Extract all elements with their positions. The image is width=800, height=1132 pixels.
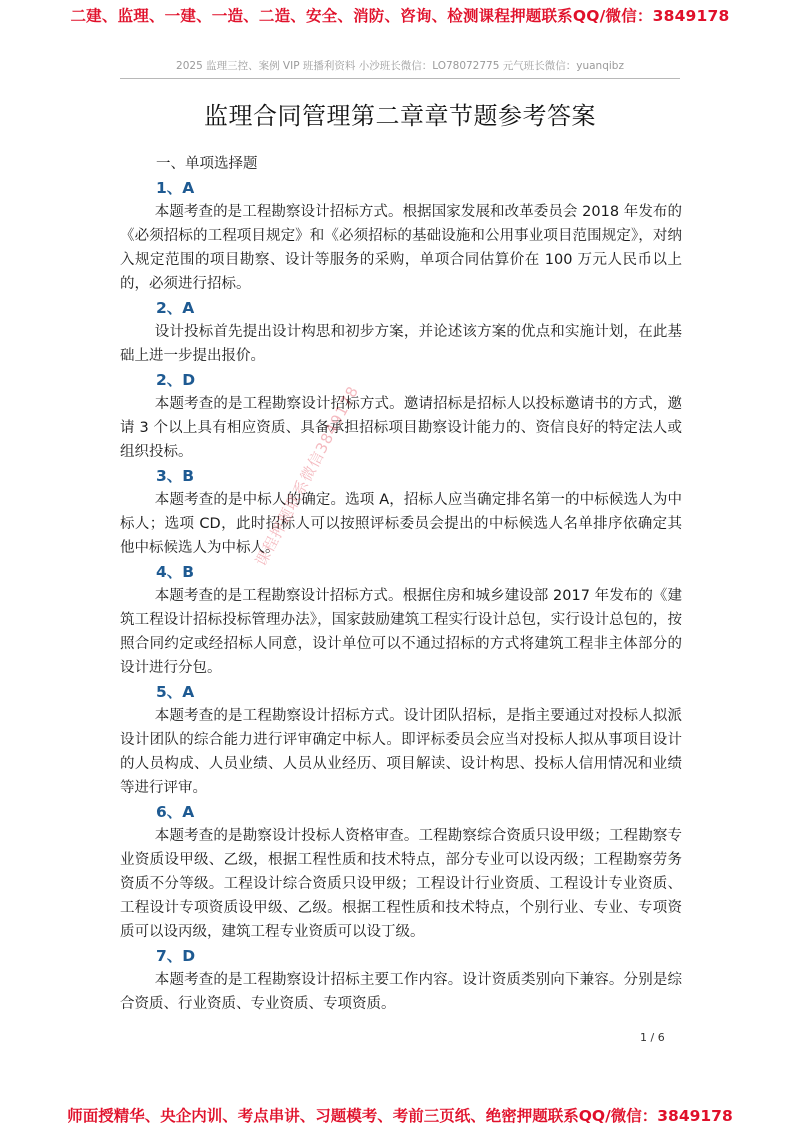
page-subheader: 2025 监理三控、案例 VIP 班播利资料 小沙班长微信：LO78072775 元气班长微信：yuanqibz — [120, 58, 680, 79]
answer-item — [120, 296, 682, 368]
section-heading: 一、单项选择题 — [156, 156, 258, 172]
document-title: 监理合同管理第二章章节题参考答案 — [204, 102, 596, 130]
diagonal-watermark: 课程押题联系微信3849178 — [251, 382, 363, 570]
answer-explanation: 本题考查的是工程勘察设计招标主要工作内容。设计资质类别向下兼容。分别是综合资质、行业资质、专业资质、专项资质。 — [120, 972, 682, 1012]
top-promo-banner: 二建、监理、一建、一造、二造、安全、消防、咨询、检测课程押题联系QQ/微信：3849178 — [70, 7, 730, 25]
answer-label: 2、A — [156, 299, 195, 317]
answer-label: 1、A — [156, 179, 195, 197]
answer-label: 3、B — [156, 467, 195, 485]
answer-label: 7、D — [156, 947, 196, 965]
answer-explanation: 本题考查的是勘察设计投标人资格审查。工程勘察综合资质只设甲级；工程勘察专业资质设甲级、乙级，根据工程性质和技术特点，部分专业可以设丙级；工程勘察劳务资质不分等级。工程设计综合资质只设甲级；工程设计行业资质、工程设计专业资质、工程设计专项资质设甲级、乙级。根据工程性质和技术特点，个别行业、专业、专项资质可以设丙级，建筑工程专业资质可以设丁级。 — [120, 828, 682, 940]
answer-item — [120, 560, 682, 680]
answer-label: 5、A — [156, 683, 195, 701]
answer-item — [120, 368, 682, 464]
answer-explanation: 本题考查的是中标人的确定。选项 A，招标人应当确定排名第一的中标候选人为中标人；选项 CD，此时招标人可以按照评标委员会提出的中标候选人名单排序依确定其他中标候选人为中标人。 — [120, 492, 682, 556]
answer-explanation: 本题考查的是工程勘察设计招标方式。邀请招标是招标人以投标邀请书的方式，邀请 3 个以上具有相应资质、具备承担招标项目勘察设计能力的、资信良好的特定法人或组织投标。 — [120, 396, 682, 460]
answer-explanation: 本题考查的是工程勘察设计招标方式。根据住房和城乡建设部 2017 年发布的《建筑工程设计招标投标管理办法》，国家鼓励建筑工程实行设计总包，实行设计总包的，按照合同约定或经招标人同意，设计单位可以不通过招标的方式将建筑工程非主体部分的设计进行分包。 — [120, 588, 682, 676]
answer-item — [120, 944, 682, 1016]
answer-label: 4、B — [156, 563, 195, 581]
answer-item — [120, 176, 682, 296]
page-number: 1 / 6 — [640, 1031, 665, 1044]
answer-item — [120, 464, 682, 560]
answer-explanation: 设计投标首先提出设计构思和初步方案，并论述该方案的优点和实施计划，在此基础上进一步提出报价。 — [120, 324, 682, 364]
bottom-promo-banner: 师面授精华、央企内训、考点串讲、习题模考、考前三页纸、绝密押题联系QQ/微信：3849178 — [67, 1107, 733, 1125]
answer-label: 6、A — [156, 803, 195, 821]
document-body — [120, 152, 682, 1016]
answer-item — [120, 800, 682, 944]
answer-explanation: 本题考查的是工程勘察设计招标方式。设计团队招标，是指主要通过对投标人拟派设计团队的综合能力进行评审确定中标人。即评标委员会应当对投标人拟从事项目设计的人员构成、人员业绩、人员从业经历、项目解读、设计构思、投标人信用情况和业绩等进行评审。 — [120, 708, 682, 796]
answer-item — [120, 680, 682, 800]
answer-explanation: 本题考查的是工程勘察设计招标方式。根据国家发展和改革委员会 2018 年发布的《必须招标的工程项目规定》和《必须招标的基础设施和公用事业项目范围规定》，对纳入规定范围的项目勘察、设计等服务的采购，单项合同估算价在 100 万元人民币以上的，必须进行招标。 — [120, 204, 682, 292]
answer-label: 2、D — [156, 371, 196, 389]
